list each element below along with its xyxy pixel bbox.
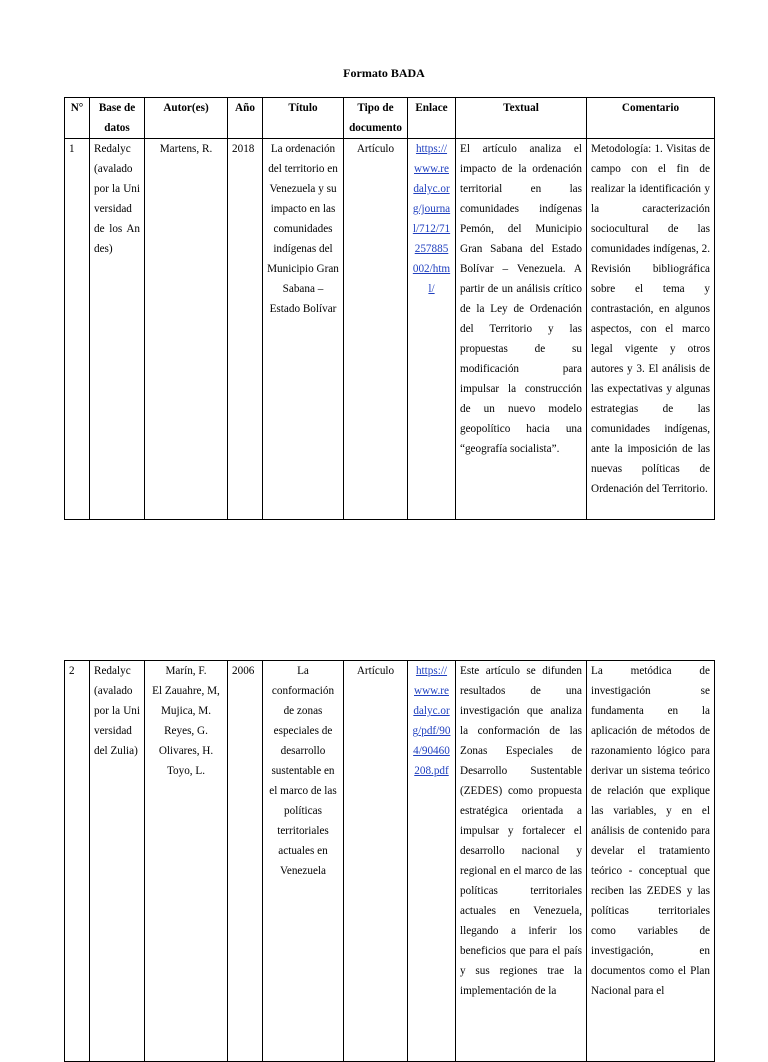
row-textual: El artículo analiza el impacto de la ordenación territorial en las comunidades indígenas Pemón, del Municipio Gran Sabana del Estado Bolívar – Venezuela. A partir de un análisis crítico de la Ley de Ordenación del Territorio y las propuestas de su modificación para impulsar la construcción de un nuevo modelo geopolítico hacia una “geografía socialista”. <box>456 139 587 520</box>
header-comentario: Comentario <box>587 98 715 139</box>
header-base-de-datos: Base de datos <box>90 98 145 139</box>
row-anio: 2006 <box>228 661 263 1062</box>
row-titulo: La ordenación del territorio en Venezuela y su impacto en las comunidades indígenas del Municipio Gran Sabana – Estado Bolívar <box>263 139 344 520</box>
row-anio: 2018 <box>228 139 263 520</box>
header-textual: Textual <box>456 98 587 139</box>
table-header-row <box>65 98 715 139</box>
header-titulo: Título <box>263 98 344 139</box>
table-row <box>65 661 715 1062</box>
bada-table-2 <box>64 660 715 1062</box>
row-textual: Este artículo se difunden resultados de una investigación que analiza la conformación de las Zonas Especiales de Desarrollo Sustentable (ZEDES) como propuesta estratégica orientada a impulsar y fortalecer el desarrollo nacional y regional en el marco de las políticas territoriales actuales en Venezuela, llegando a inferir los beneficios que para el país y sus regiones trae la implementación de la <box>456 661 587 1062</box>
row-comentario: Metodología: 1. Visitas de campo con el fin de realizar la identificación y la caracterización sociocultural de las comunidades indígenas, 2. Revisión bibliográfica sobre el tema y contrastación, en algunos aspectos, con el marco legal vigente y otros autores y 3. El análisis de las expectativas y algunas estrategias de las comunidades indígenas, ante la imposición de las nuevas políticas de Ordenación del Territorio. <box>587 139 715 520</box>
header-anio: Año <box>228 98 263 139</box>
header-num: N° <box>65 98 90 139</box>
header-enlace: Enlace <box>408 98 456 139</box>
row-base-de-datos: Redalyc (avalado por la Universidad del Zulia) <box>90 661 145 1062</box>
bada-table-1 <box>64 97 715 520</box>
header-autores: Autor(es) <box>145 98 228 139</box>
row-tipo-documento: Artículo <box>344 661 408 1062</box>
header-tipo-documento: Tipo de documento <box>344 98 408 139</box>
row-enlace-link[interactable]: https://www.redalyc.org/pdf/904/90460208.pdf <box>412 665 451 777</box>
document-title: Formato BADA <box>343 66 425 80</box>
row-titulo: La conformación de zonas especiales de desarrollo sustentable en el marco de las políticas territoriales actuales en Venezuela <box>263 661 344 1062</box>
table-row <box>65 139 715 520</box>
row-autores: Martens, R. <box>145 139 228 520</box>
row-num: 1 <box>65 139 90 520</box>
row-comentario: La metódica de investigación se fundamenta en la aplicación de métodos de razonamiento lógico para derivar un sistema teórico de relación que explique las variables, y en el análisis de contenido para develar el tratamiento teórico - conceptual que reciben las ZEDES y las políticas territoriales como variables de investigación, en documentos como el Plan Nacional para el <box>587 661 715 1062</box>
row-base-de-datos: Redalyc (avalado por la Universidad de los Andes) <box>90 139 145 520</box>
row-enlace-link[interactable]: https://www.redalyc.org/journal/712/71257885002/html/ <box>412 143 451 295</box>
row-tipo-documento: Artículo <box>344 139 408 520</box>
row-num: 2 <box>65 661 90 1062</box>
row-autores: Marín, F. El Zauahre, M, Mujica, M. Reyes, G. Olivares, H. Toyo, L. <box>145 661 228 1062</box>
